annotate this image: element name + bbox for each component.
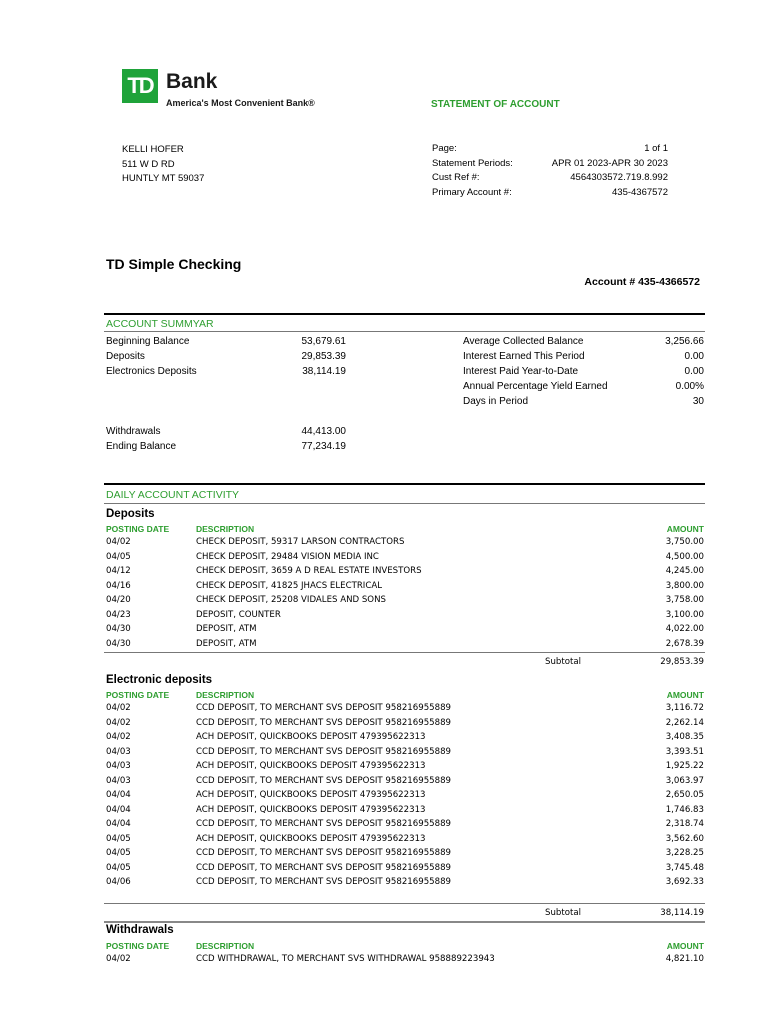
transaction-posting-date: 04/02 xyxy=(106,954,131,964)
transaction-description: CCD WITHDRAWAL, TO MERCHANT SVS WITHDRAWAL 958889223943 xyxy=(196,954,495,964)
summary-row xyxy=(106,364,346,379)
transaction-description: CCD DEPOSIT, TO MERCHANT SVS DEPOSIT 958216955889 xyxy=(196,703,452,713)
transaction-posting-date: 04/02 xyxy=(106,717,131,728)
transaction-amount: 1,925.22 xyxy=(665,761,704,771)
transaction-posting-date: 04/30 xyxy=(106,624,131,634)
header-value: APR 01 2023-APR 30 2023 xyxy=(551,157,668,169)
transaction-amount: 3,562.60 xyxy=(665,833,704,844)
transaction-amount: 3,063.97 xyxy=(665,775,704,786)
deposits-heading: Deposits xyxy=(106,508,155,520)
summary-value: 0.00 xyxy=(684,366,704,377)
withdrawals-top-rule xyxy=(104,921,705,923)
transaction-amount: 3,393.51 xyxy=(665,746,704,757)
transaction-amount: 3,692.33 xyxy=(665,877,704,887)
summary-row xyxy=(463,364,704,379)
transaction-description: CCD DEPOSIT, TO MERCHANT SVS DEPOSIT 958216955889 xyxy=(196,819,452,829)
subtotal-value: 29,853.39 xyxy=(660,657,704,667)
transaction-posting-date: 04/03 xyxy=(106,761,131,771)
withdrawals-list xyxy=(106,954,704,969)
transaction-row xyxy=(106,776,704,791)
summary-label: Interest Paid Year-to-Date xyxy=(463,366,579,377)
activity-title: DAILY ACCOUNT ACTIVITY xyxy=(106,489,240,501)
header-label: Primary Account #: xyxy=(432,186,512,198)
header-row-period xyxy=(432,158,668,173)
transaction-row xyxy=(106,848,704,863)
transaction-posting-date: 04/03 xyxy=(106,746,131,757)
summary-top-rule xyxy=(104,313,705,315)
subtotal-value: 38,114.19 xyxy=(660,908,704,918)
transaction-row xyxy=(106,639,704,654)
summary-value: 0.00 xyxy=(684,351,704,362)
statement-title: STATEMENT OF ACCOUNT xyxy=(431,99,560,110)
transaction-description: CHECK DEPOSIT, 59317 LARSON CONTRACTORS xyxy=(196,537,405,547)
summary-left-column xyxy=(106,334,346,454)
product-name: TD Simple Checking xyxy=(106,256,242,272)
transaction-amount: 3,408.35 xyxy=(665,732,704,742)
transaction-posting-date: 04/12 xyxy=(106,566,131,576)
transaction-amount: 3,116.72 xyxy=(665,703,704,713)
summary-label: Ending Balance xyxy=(106,441,177,452)
transaction-row xyxy=(106,863,704,878)
transaction-description: CCD DEPOSIT, TO MERCHANT SVS DEPOSIT 958216955889 xyxy=(196,775,452,786)
transaction-posting-date: 04/30 xyxy=(106,638,131,649)
transaction-row xyxy=(106,954,704,969)
summary-row xyxy=(106,334,346,349)
electronic-deposits-list xyxy=(106,703,704,892)
transaction-amount: 3,100.00 xyxy=(665,609,704,620)
summary-spacer xyxy=(106,379,346,424)
bank-tagline: America's Most Convenient Bank® xyxy=(166,98,315,108)
transaction-posting-date: 04/06 xyxy=(106,877,131,887)
transaction-description: CCD DEPOSIT, TO MERCHANT SVS DEPOSIT 958216955889 xyxy=(196,862,452,873)
col-description: DESCRIPTION xyxy=(196,690,255,700)
summary-right-column xyxy=(463,334,704,409)
header-label: Page: xyxy=(432,143,457,154)
transaction-row xyxy=(106,703,704,718)
customer-city: HUNTLY MT 59037 xyxy=(122,173,205,184)
transaction-row xyxy=(106,552,704,567)
statement-header-info xyxy=(432,143,668,201)
customer-address xyxy=(122,143,204,187)
transaction-row xyxy=(106,834,704,849)
transaction-amount: 2,318.74 xyxy=(665,819,704,829)
transaction-description: ACH DEPOSIT, QUICKBOOKS DEPOSIT 479395622313 xyxy=(196,833,426,844)
summary-value: 44,413.00 xyxy=(301,426,346,437)
summary-title: ACCOUNT SUMMYAR xyxy=(106,318,214,330)
transaction-posting-date: 04/23 xyxy=(106,609,131,620)
col-amount: AMOUNT xyxy=(666,524,704,534)
transaction-posting-date: 04/05 xyxy=(106,551,131,562)
transaction-description: CCD DEPOSIT, TO MERCHANT SVS DEPOSIT 958216955889 xyxy=(196,877,452,887)
summary-row xyxy=(106,424,346,439)
transaction-row xyxy=(106,747,704,762)
header-value: 4564303572.719.8.992 xyxy=(570,172,668,183)
transaction-description: DEPOSIT, COUNTER xyxy=(196,609,281,620)
transaction-row xyxy=(106,566,704,581)
subtotal-label: Subtotal xyxy=(545,657,582,667)
transaction-row xyxy=(106,624,704,639)
summary-row xyxy=(106,439,346,454)
transaction-posting-date: 04/04 xyxy=(106,804,131,815)
summary-label: Days in Period xyxy=(463,396,529,407)
header-row-cust-ref xyxy=(432,172,668,187)
td-logo-mark: TD xyxy=(122,69,158,103)
transaction-description: CHECK DEPOSIT, 25208 VIDALES AND SONS xyxy=(196,595,386,605)
activity-top-rule xyxy=(104,483,705,485)
transaction-posting-date: 04/03 xyxy=(106,775,131,786)
subtotal-label: Subtotal xyxy=(545,908,582,918)
activity-title-rule xyxy=(104,503,705,504)
transaction-description: CCD DEPOSIT, TO MERCHANT SVS DEPOSIT 958216955889 xyxy=(196,746,452,757)
summary-row xyxy=(463,379,704,394)
header-row-page xyxy=(432,143,668,158)
transaction-amount: 3,228.25 xyxy=(665,848,704,858)
transaction-description: ACH DEPOSIT, QUICKBOOKS DEPOSIT 479395622313 xyxy=(196,804,426,815)
transaction-posting-date: 04/02 xyxy=(106,732,131,742)
transaction-row xyxy=(106,581,704,596)
customer-name: KELLI HOFER xyxy=(122,144,184,155)
summary-title-rule xyxy=(104,331,705,332)
transaction-amount: 2,262.14 xyxy=(665,717,704,728)
transaction-posting-date: 04/05 xyxy=(106,848,131,858)
transaction-amount: 3,758.00 xyxy=(665,595,704,605)
col-posting-date: POSTING DATE xyxy=(106,690,170,700)
header-label: Statement Periods: xyxy=(432,157,513,169)
transaction-description: CHECK DEPOSIT, 29484 VISION MEDIA INC xyxy=(196,551,379,562)
summary-label: Beginning Balance xyxy=(106,336,190,347)
col-posting-date: POSTING DATE xyxy=(106,941,170,951)
transaction-description: DEPOSIT, ATM xyxy=(196,624,257,634)
transaction-amount: 3,745.48 xyxy=(665,862,704,873)
summary-value: 30 xyxy=(692,396,704,407)
electronic-deposits-heading: Electronic deposits xyxy=(106,674,213,686)
transaction-posting-date: 04/02 xyxy=(106,537,131,547)
summary-label: Withdrawals xyxy=(106,426,161,437)
transaction-amount: 2,650.05 xyxy=(665,790,704,800)
summary-label: Deposits xyxy=(106,351,145,362)
transaction-description: CCD DEPOSIT, TO MERCHANT SVS DEPOSIT 958216955889 xyxy=(196,717,452,728)
summary-value: 3,256.66 xyxy=(665,336,704,347)
transaction-row xyxy=(106,537,704,552)
summary-value: 38,114.19 xyxy=(302,366,346,377)
transaction-row xyxy=(106,610,704,625)
transaction-description: DEPOSIT, ATM xyxy=(196,638,257,649)
transaction-row xyxy=(106,595,704,610)
transaction-row xyxy=(106,761,704,776)
summary-label: Annual Percentage Yield Earned xyxy=(463,381,608,392)
summary-value: 53,679.61 xyxy=(301,336,346,347)
transaction-amount: 3,750.00 xyxy=(665,537,704,547)
transaction-description: CCD DEPOSIT, TO MERCHANT SVS DEPOSIT 958216955889 xyxy=(196,848,452,858)
transaction-posting-date: 04/02 xyxy=(106,703,131,713)
electronic-bottom-rule xyxy=(104,903,705,904)
transaction-amount: 4,500.00 xyxy=(665,551,704,562)
col-description: DESCRIPTION xyxy=(196,941,255,951)
transaction-posting-date: 04/04 xyxy=(106,819,131,829)
transaction-amount: 1,746.83 xyxy=(665,804,704,815)
transaction-description: ACH DEPOSIT, QUICKBOOKS DEPOSIT 479395622313 xyxy=(196,732,426,742)
col-amount: AMOUNT xyxy=(666,941,704,951)
transaction-row xyxy=(106,732,704,747)
transaction-row xyxy=(106,819,704,834)
summary-row xyxy=(463,349,704,364)
transaction-amount: 4,821.10 xyxy=(665,954,704,964)
col-description: DESCRIPTION xyxy=(196,524,255,534)
transaction-posting-date: 04/05 xyxy=(106,862,131,873)
transaction-amount: 4,245.00 xyxy=(665,566,704,576)
electronic-subtotal xyxy=(545,908,704,918)
summary-row xyxy=(463,334,704,349)
transaction-amount: 3,800.00 xyxy=(665,580,704,591)
transaction-row xyxy=(106,877,704,892)
transaction-description: CHECK DEPOSIT, 3659 A D REAL ESTATE INVESTORS xyxy=(196,566,422,576)
account-number: Account # 435-4366572 xyxy=(584,276,700,288)
withdrawals-heading: Withdrawals xyxy=(106,924,174,936)
transaction-row xyxy=(106,805,704,820)
deposits-list xyxy=(106,537,704,653)
transaction-amount: 2,678.39 xyxy=(665,638,704,649)
transaction-description: CHECK DEPOSIT, 41825 JHACS ELECTRICAL xyxy=(196,580,383,591)
header-label: Cust Ref #: xyxy=(432,172,480,183)
summary-label: Electronics Deposits xyxy=(106,366,197,377)
transaction-row xyxy=(106,718,704,733)
summary-value: 29,853.39 xyxy=(301,351,346,362)
transaction-description: ACH DEPOSIT, QUICKBOOKS DEPOSIT 479395622313 xyxy=(196,790,426,800)
summary-value: 0.00% xyxy=(675,381,704,392)
transaction-amount: 4,022.00 xyxy=(665,624,704,634)
summary-row xyxy=(463,394,704,409)
transaction-posting-date: 04/16 xyxy=(106,580,131,591)
bank-name: Bank xyxy=(166,70,218,93)
deposits-bottom-rule xyxy=(104,652,705,653)
transaction-posting-date: 04/20 xyxy=(106,595,131,605)
summary-row xyxy=(106,349,346,364)
summary-label: Interest Earned This Period xyxy=(463,351,585,362)
transaction-row xyxy=(106,790,704,805)
header-value: 435-4367572 xyxy=(612,186,668,198)
deposits-subtotal xyxy=(545,657,704,667)
transaction-posting-date: 04/05 xyxy=(106,833,131,844)
header-value: 1 of 1 xyxy=(644,143,668,154)
col-posting-date: POSTING DATE xyxy=(106,524,170,534)
col-amount: AMOUNT xyxy=(666,690,704,700)
summary-label: Average Collected Balance xyxy=(463,336,584,347)
customer-street: 511 W D RD xyxy=(122,158,175,170)
transaction-posting-date: 04/04 xyxy=(106,790,131,800)
transaction-description: ACH DEPOSIT, QUICKBOOKS DEPOSIT 479395622313 xyxy=(196,761,426,771)
summary-value: 77,234.19 xyxy=(301,441,346,452)
header-row-primary-account xyxy=(432,187,668,202)
